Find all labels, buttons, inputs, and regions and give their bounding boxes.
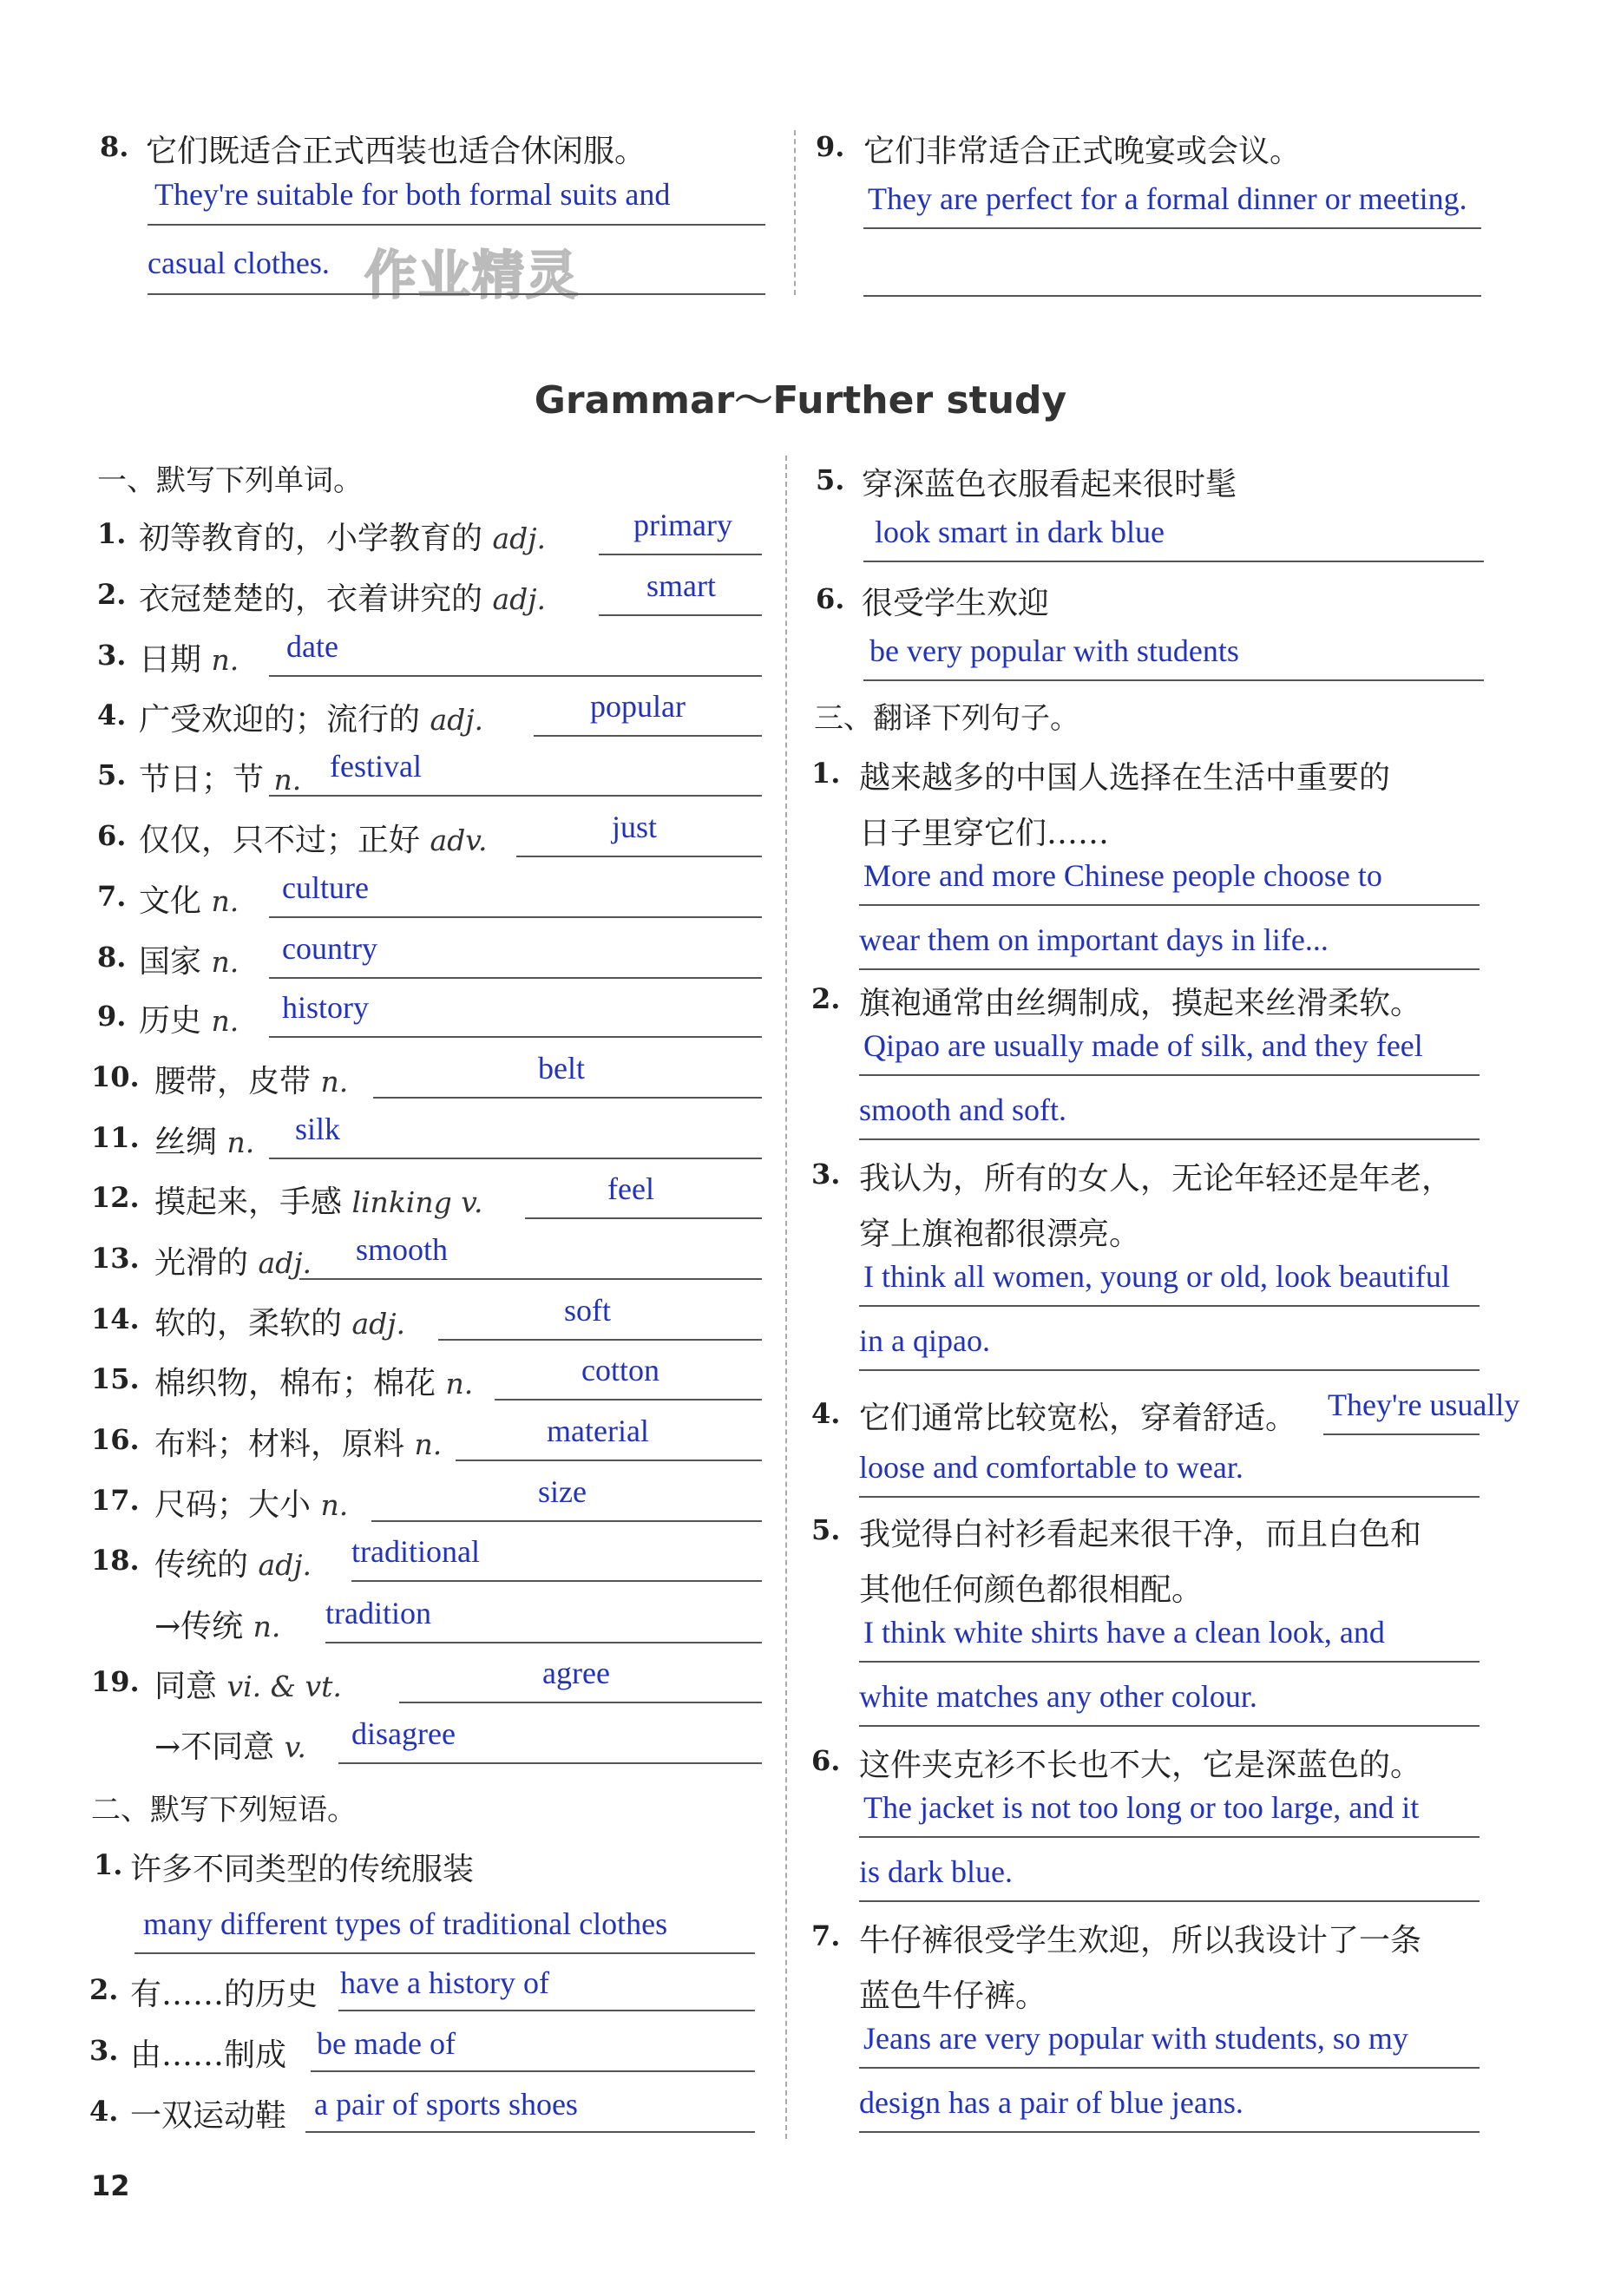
sentence-answer: Qipao are usually made of silk, and they feel bbox=[863, 1028, 1423, 1063]
vocab-chinese bbox=[154, 1420, 442, 1464]
vocab-answer: smooth bbox=[356, 1232, 449, 1267]
sentence-underline bbox=[859, 904, 1480, 906]
sentence-chinese: 这件夹克衫不长也不大，它是深蓝色的。 bbox=[859, 1748, 1422, 1783]
vocab-underline bbox=[269, 675, 762, 677]
part-of-speech: adv. bbox=[430, 823, 488, 857]
vocab-chinese-text: 传统的 bbox=[154, 1547, 259, 1583]
part-of-speech: n. bbox=[211, 945, 239, 979]
vocab-underline bbox=[338, 1762, 762, 1764]
part-of-speech: n. bbox=[273, 763, 302, 797]
sentence-answer: wear them on important days in life... bbox=[859, 922, 1329, 957]
vocab-chinese bbox=[139, 574, 546, 619]
part-of-speech: n. bbox=[253, 1610, 281, 1643]
vocab-chinese bbox=[154, 1238, 312, 1282]
vocab-chinese-text: 广受欢迎的；流行的 bbox=[139, 702, 430, 738]
watermark-logo: 作业精灵 bbox=[364, 246, 580, 306]
vocab-chinese-text: 尺码；大小 bbox=[154, 1487, 321, 1523]
phrase-number: 3. bbox=[89, 2034, 119, 2067]
vocab-answer: tradition bbox=[325, 1596, 431, 1630]
vocab-underline bbox=[438, 1339, 762, 1341]
phrase-underline bbox=[863, 679, 1484, 681]
vocab-underline bbox=[399, 1702, 762, 1703]
vocab-chinese bbox=[154, 1602, 280, 1646]
sentence-underline bbox=[1323, 1433, 1480, 1435]
vocab-underline bbox=[516, 856, 762, 857]
vocab-chinese bbox=[154, 1722, 306, 1767]
q9-underline-2 bbox=[863, 295, 1481, 297]
sentence-number: 4. bbox=[811, 1397, 841, 1430]
vocab-underline bbox=[325, 1642, 762, 1643]
part-of-speech: n. bbox=[320, 1065, 349, 1099]
phrase-answer: have a history of bbox=[340, 1965, 549, 2000]
phrase-chinese: 有……的历史 bbox=[130, 1977, 318, 2012]
vocab-chinese bbox=[139, 937, 239, 981]
vocab-answer: smart bbox=[646, 568, 716, 603]
sentence-underline bbox=[859, 1661, 1480, 1663]
phrase-chinese: 一双运动鞋 bbox=[130, 2098, 287, 2134]
vocab-answer: belt bbox=[538, 1051, 585, 1086]
vocab-underline bbox=[351, 1580, 762, 1582]
vocab-answer: material bbox=[547, 1414, 649, 1448]
vocab-chinese bbox=[139, 755, 301, 799]
vocab-chinese bbox=[154, 1057, 348, 1101]
page-number: 12 bbox=[91, 2169, 130, 2202]
vocab-underline bbox=[269, 1158, 762, 1159]
part-of-speech: adj. bbox=[258, 1246, 312, 1280]
vocab-answer: agree bbox=[542, 1656, 610, 1690]
q9-number: 9. bbox=[816, 130, 845, 163]
phrase-number: 6. bbox=[816, 582, 845, 615]
main-column-divider bbox=[785, 456, 787, 2139]
part-of-speech: n. bbox=[414, 1427, 443, 1461]
sentence-underline bbox=[859, 1836, 1480, 1838]
part-of-speech: n. bbox=[211, 643, 239, 677]
vocab-chinese-text: 日期 bbox=[139, 642, 212, 678]
part-of-speech: adj. bbox=[492, 522, 546, 555]
vocab-number: 3. bbox=[97, 639, 127, 672]
sentence-chinese: 穿上旗袍都很漂亮。 bbox=[859, 1217, 1141, 1252]
vocab-answer: primary bbox=[633, 508, 732, 542]
vocab-underline bbox=[495, 1399, 762, 1401]
vocab-number: 8. bbox=[97, 941, 127, 974]
q9-chinese: 它们非常适合正式晚宴或会议。 bbox=[863, 134, 1302, 169]
phrase-chinese: 许多不同类型的传统服装 bbox=[130, 1852, 475, 1887]
sentence-answer: The jacket is not too long or too large, and it bbox=[863, 1790, 1420, 1825]
vocab-chinese-text: 仅仅，只不过；正好 bbox=[139, 823, 430, 858]
vocab-chinese bbox=[139, 816, 487, 860]
phrase-answer: look smart in dark blue bbox=[875, 515, 1165, 549]
sentence-answer: design has a pair of blue jeans. bbox=[859, 2085, 1243, 2120]
phrase-number: 1. bbox=[94, 1848, 123, 1881]
vocab-answer: silk bbox=[295, 1112, 341, 1146]
vocab-number: 11. bbox=[91, 1121, 140, 1154]
vocab-answer: disagree bbox=[351, 1716, 456, 1751]
vocab-chinese-text: 光滑的 bbox=[154, 1245, 259, 1281]
vocab-number: 16. bbox=[91, 1423, 140, 1456]
phrase-number: 2. bbox=[89, 1973, 119, 2006]
q9-underline-1 bbox=[863, 227, 1481, 229]
vocab-number: 15. bbox=[91, 1362, 140, 1395]
vocab-answer: just bbox=[612, 810, 658, 844]
phrase-chinese: 穿深蓝色衣服看起来很时髦 bbox=[862, 467, 1237, 502]
vocab-underline bbox=[599, 614, 762, 616]
sentence-underline bbox=[859, 2131, 1480, 2133]
vocab-number: 19. bbox=[91, 1665, 140, 1698]
vocab-number: 6. bbox=[97, 819, 127, 852]
phrase-chinese: 由……制成 bbox=[130, 2037, 287, 2073]
vocab-number: 18. bbox=[91, 1544, 140, 1577]
vocab-chinese-text: →不同意 bbox=[154, 1729, 285, 1765]
sentence-underline bbox=[859, 1074, 1480, 1076]
sentence-chinese: 我认为，所有的女人，无论年轻还是年老， bbox=[859, 1161, 1453, 1197]
vocab-number: 12. bbox=[91, 1181, 140, 1214]
vocab-answer: soft bbox=[564, 1293, 611, 1328]
vocab-chinese bbox=[154, 1662, 342, 1706]
q9-answer: They are perfect for a formal dinner or meeting. bbox=[868, 181, 1467, 216]
vocab-chinese-text: 腰带，皮带 bbox=[154, 1064, 321, 1099]
sentence-number: 3. bbox=[811, 1158, 841, 1191]
vocab-number: 1. bbox=[97, 517, 127, 550]
sentence-underline bbox=[859, 1725, 1480, 1727]
vocab-answer: country bbox=[282, 931, 377, 966]
vocab-chinese-text: →传统 bbox=[154, 1609, 253, 1644]
vocab-number: 13. bbox=[91, 1242, 140, 1275]
sec2-heading: 二、默写下列短语。 bbox=[91, 1793, 357, 1827]
sec3-heading: 三、翻译下列句子。 bbox=[814, 701, 1079, 736]
sentence-underline bbox=[859, 1305, 1480, 1307]
vocab-chinese-text: 衣冠楚楚的，衣着讲究的 bbox=[139, 581, 493, 617]
vocab-chinese-text: 丝绸 bbox=[154, 1125, 227, 1160]
vocab-answer: feel bbox=[607, 1171, 654, 1206]
sentence-chinese: 越来越多的中国人选择在生活中重要的 bbox=[859, 760, 1391, 796]
part-of-speech: n. bbox=[445, 1367, 474, 1401]
sentence-answer: is dark blue. bbox=[859, 1854, 1013, 1889]
phrase-number: 5. bbox=[816, 463, 845, 496]
part-of-speech: n. bbox=[320, 1488, 349, 1522]
phrase-underline bbox=[135, 1952, 755, 1954]
phrase-underline bbox=[338, 2010, 755, 2011]
phrase-underline bbox=[863, 561, 1484, 562]
sentence-answer: loose and comfortable to wear. bbox=[859, 1450, 1243, 1485]
part-of-speech: vi. & vt. bbox=[226, 1670, 342, 1703]
part-of-speech: v. bbox=[284, 1730, 306, 1764]
vocab-number: 9. bbox=[97, 1000, 127, 1033]
vocab-chinese bbox=[139, 635, 239, 679]
sentence-chinese: 其他任何颜色都很相配。 bbox=[859, 1572, 1204, 1608]
q8-answer-line1: They're suitable for both formal suits and bbox=[154, 177, 671, 212]
part-of-speech: adj. bbox=[258, 1548, 312, 1582]
vocab-underline bbox=[299, 1278, 762, 1280]
sentence-number: 1. bbox=[811, 757, 841, 790]
vocab-underline bbox=[373, 1097, 762, 1099]
vocab-answer: history bbox=[282, 990, 370, 1025]
phrase-answer: many different types of traditional clothes bbox=[143, 1906, 668, 1941]
vocab-chinese bbox=[154, 1359, 473, 1403]
sentence-answer: I think all women, young or old, look beautiful bbox=[863, 1259, 1450, 1294]
vocab-underline bbox=[269, 977, 762, 979]
vocab-underline bbox=[371, 1520, 762, 1522]
vocab-number: 5. bbox=[97, 758, 127, 791]
sentence-underline bbox=[859, 1369, 1480, 1371]
sentence-answer: Jeans are very popular with students, so my bbox=[863, 2021, 1408, 2056]
part-of-speech: adj. bbox=[430, 703, 483, 737]
sentence-number: 6. bbox=[811, 1744, 841, 1777]
phrase-underline bbox=[311, 2070, 755, 2072]
sentence-answer: smooth and soft. bbox=[859, 1092, 1066, 1127]
top-column-divider bbox=[794, 130, 796, 295]
vocab-chinese-text: 节日；节 bbox=[139, 762, 274, 797]
sec1-heading: 一、默写下列单词。 bbox=[97, 463, 363, 498]
vocab-underline bbox=[599, 554, 762, 555]
vocab-number: 14. bbox=[91, 1302, 140, 1335]
phrase-number: 4. bbox=[89, 2095, 119, 2128]
vocab-underline bbox=[456, 1460, 762, 1461]
vocab-chinese-text: 文化 bbox=[139, 883, 212, 919]
vocab-chinese bbox=[154, 1540, 312, 1584]
q8-answer-line2: casual clothes. bbox=[148, 246, 330, 280]
vocab-chinese bbox=[139, 514, 546, 558]
vocab-answer: cotton bbox=[581, 1353, 659, 1387]
sentence-answer: More and more Chinese people choose to bbox=[863, 858, 1382, 893]
vocab-answer: size bbox=[538, 1474, 587, 1509]
vocab-number: 7. bbox=[97, 880, 127, 913]
part-of-speech: adj. bbox=[351, 1307, 405, 1341]
part-of-speech: n. bbox=[211, 1004, 239, 1038]
sentence-number: 2. bbox=[811, 982, 841, 1015]
vocab-answer: traditional bbox=[351, 1534, 480, 1569]
sentence-underline bbox=[859, 1900, 1480, 1902]
vocab-chinese-text: 布料；材料，原料 bbox=[154, 1427, 415, 1462]
sentence-underline bbox=[859, 1138, 1480, 1140]
vocab-chinese-text: 国家 bbox=[139, 944, 212, 980]
vocab-number: 4. bbox=[97, 699, 127, 731]
vocab-number: 2. bbox=[97, 578, 127, 611]
sentence-number: 7. bbox=[811, 1919, 841, 1952]
vocab-chinese-text: 软的，柔软的 bbox=[154, 1306, 352, 1342]
sentence-answer: white matches any other colour. bbox=[859, 1679, 1257, 1714]
vocab-chinese-text: 初等教育的，小学教育的 bbox=[139, 521, 493, 556]
vocab-chinese bbox=[139, 695, 483, 739]
vocab-chinese bbox=[154, 1299, 405, 1343]
vocab-number: 17. bbox=[91, 1484, 140, 1517]
q8-underline-1 bbox=[148, 224, 765, 226]
part-of-speech: n. bbox=[226, 1125, 255, 1159]
vocab-answer: popular bbox=[590, 689, 686, 724]
q8-number: 8. bbox=[100, 130, 129, 163]
sentence-underline bbox=[859, 2067, 1480, 2069]
vocab-chinese bbox=[154, 1480, 348, 1525]
sentence-chinese: 日子里穿它们…… bbox=[859, 816, 1110, 851]
vocab-underline bbox=[534, 735, 762, 737]
sentence-underline bbox=[859, 968, 1480, 970]
vocab-underline bbox=[269, 795, 762, 797]
phrase-underline bbox=[305, 2131, 755, 2133]
part-of-speech: linking v. bbox=[351, 1185, 483, 1219]
vocab-number: 10. bbox=[91, 1060, 140, 1093]
phrase-answer: be very popular with students bbox=[869, 633, 1239, 668]
vocab-chinese bbox=[139, 876, 239, 921]
part-of-speech: n. bbox=[211, 884, 239, 918]
q8-underline-2 bbox=[148, 293, 765, 295]
vocab-underline bbox=[269, 916, 762, 918]
sentence-answer: They're usually bbox=[1328, 1387, 1520, 1422]
phrase-answer: a pair of sports shoes bbox=[314, 2087, 578, 2122]
sentence-chinese: 它们通常比较宽松，穿着舒适。 bbox=[859, 1401, 1297, 1436]
vocab-underline bbox=[525, 1217, 762, 1219]
vocab-chinese-text: 摸起来，手感 bbox=[154, 1184, 352, 1220]
sentence-answer: I think white shirts have a clean look, and bbox=[863, 1615, 1385, 1650]
vocab-chinese-text: 棉织物，棉布；棉花 bbox=[154, 1366, 446, 1401]
section-title: Grammar～Further study bbox=[534, 378, 1067, 423]
phrase-answer: be made of bbox=[317, 2026, 456, 2061]
vocab-chinese-text: 历史 bbox=[139, 1003, 212, 1039]
vocab-chinese-text: 同意 bbox=[154, 1669, 227, 1704]
sentence-chinese: 我觉得白衬衫看起来很干净，而且白色和 bbox=[859, 1517, 1422, 1552]
vocab-answer: culture bbox=[282, 870, 369, 905]
vocab-answer: date bbox=[286, 629, 338, 664]
q8-chinese: 它们既适合正式西装也适合休闲服。 bbox=[146, 134, 646, 169]
vocab-chinese bbox=[154, 1118, 254, 1162]
sentence-chinese: 牛仔裤很受学生欢迎，所以我设计了一条 bbox=[859, 1923, 1422, 1958]
sentence-chinese: 旗袍通常由丝绸制成，摸起来丝滑柔软。 bbox=[859, 986, 1422, 1021]
sentence-answer: in a qipao. bbox=[859, 1323, 990, 1358]
vocab-chinese bbox=[154, 1178, 482, 1222]
phrase-chinese: 很受学生欢迎 bbox=[862, 586, 1050, 621]
vocab-answer: festival bbox=[330, 749, 422, 784]
sentence-chinese: 蓝色牛仔裤。 bbox=[859, 1978, 1047, 2014]
sentence-number: 5. bbox=[811, 1513, 841, 1546]
vocab-chinese bbox=[139, 996, 239, 1040]
part-of-speech: adj. bbox=[492, 582, 546, 616]
vocab-underline bbox=[269, 1036, 762, 1038]
sentence-underline bbox=[859, 1496, 1480, 1498]
